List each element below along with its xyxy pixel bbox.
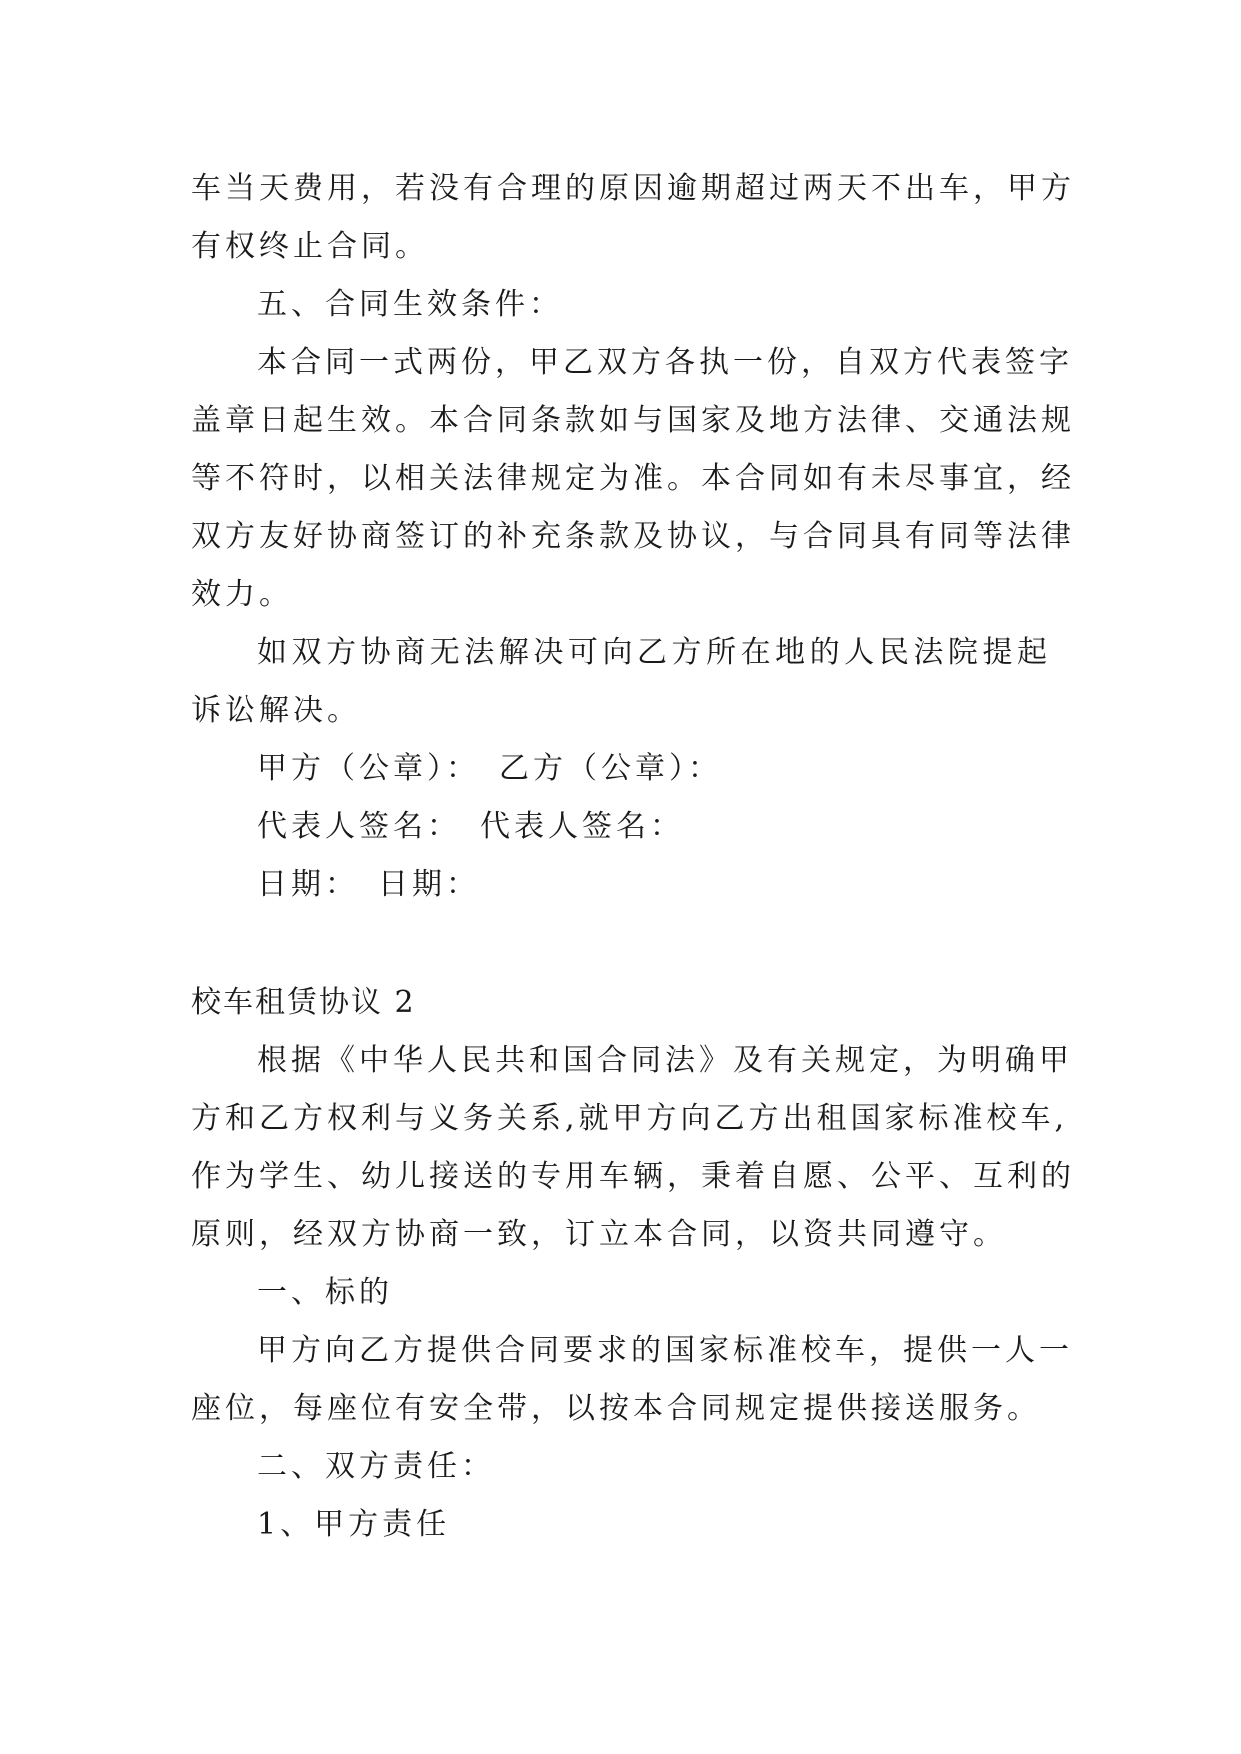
text-line: 双方友好协商签订的补充条款及协议，与合同具有同等法律 <box>191 519 1075 554</box>
text-line: 有权终止合同。 <box>191 229 429 264</box>
contract-clauses-part1 <box>191 160 1075 914</box>
text-line: 作为学生、幼儿接送的专用车辆，秉着自愿、公平、互利的 <box>191 1159 1075 1194</box>
text-line: 座位，每座位有安全带，以按本合同规定提供接送服务。 <box>191 1391 1041 1426</box>
contract-clauses-part2 <box>191 1032 1075 1554</box>
text-line: 日期： 日期： <box>257 867 480 902</box>
text-line: 本合同一式两份，甲乙双方各执一份，自双方代表签字 <box>257 345 1073 380</box>
text-line: 方和乙方权利与义务关系,就甲方向乙方出租国家标准校车, <box>191 1101 1069 1136</box>
text-line: 一、标的 <box>257 1275 393 1310</box>
text-line: 诉讼解决。 <box>191 693 361 728</box>
text-line: 甲方向乙方提供合同要求的国家标准校车，提供一人一 <box>257 1333 1073 1368</box>
text-line: 代表人签名： 代表人签名： <box>257 809 684 844</box>
text-line: 车当天费用，若没有合理的原因逾期超过两天不出车，甲方 <box>191 171 1075 206</box>
text-line: 盖章日起生效。本合同条款如与国家及地方法律、交通法规 <box>191 403 1075 438</box>
section-title: 校车租赁协议 2 <box>191 985 416 1020</box>
document-page <box>191 160 1075 1554</box>
text-line: 二、双方责任： <box>257 1449 495 1484</box>
text-line: 根据《中华人民共和国合同法》及有关规定，为明确甲 <box>257 1043 1073 1078</box>
text-line: 效力。 <box>191 577 293 612</box>
text-line: 等不符时，以相关法律规定为准。本合同如有未尽事宜，经 <box>191 461 1075 496</box>
text-line: 五、合同生效条件： <box>257 287 563 322</box>
text-line: 如双方协商无法解决可向乙方所在地的人民法院提起 <box>257 635 1051 670</box>
text-line: 甲方（公章）： 乙方（公章）： <box>257 751 722 786</box>
text-line: 原则，经双方协商一致，订立本合同，以资共同遵守。 <box>191 1217 1007 1252</box>
section-gap <box>191 914 1051 974</box>
text-line: 1、甲方责任 <box>257 1507 451 1542</box>
